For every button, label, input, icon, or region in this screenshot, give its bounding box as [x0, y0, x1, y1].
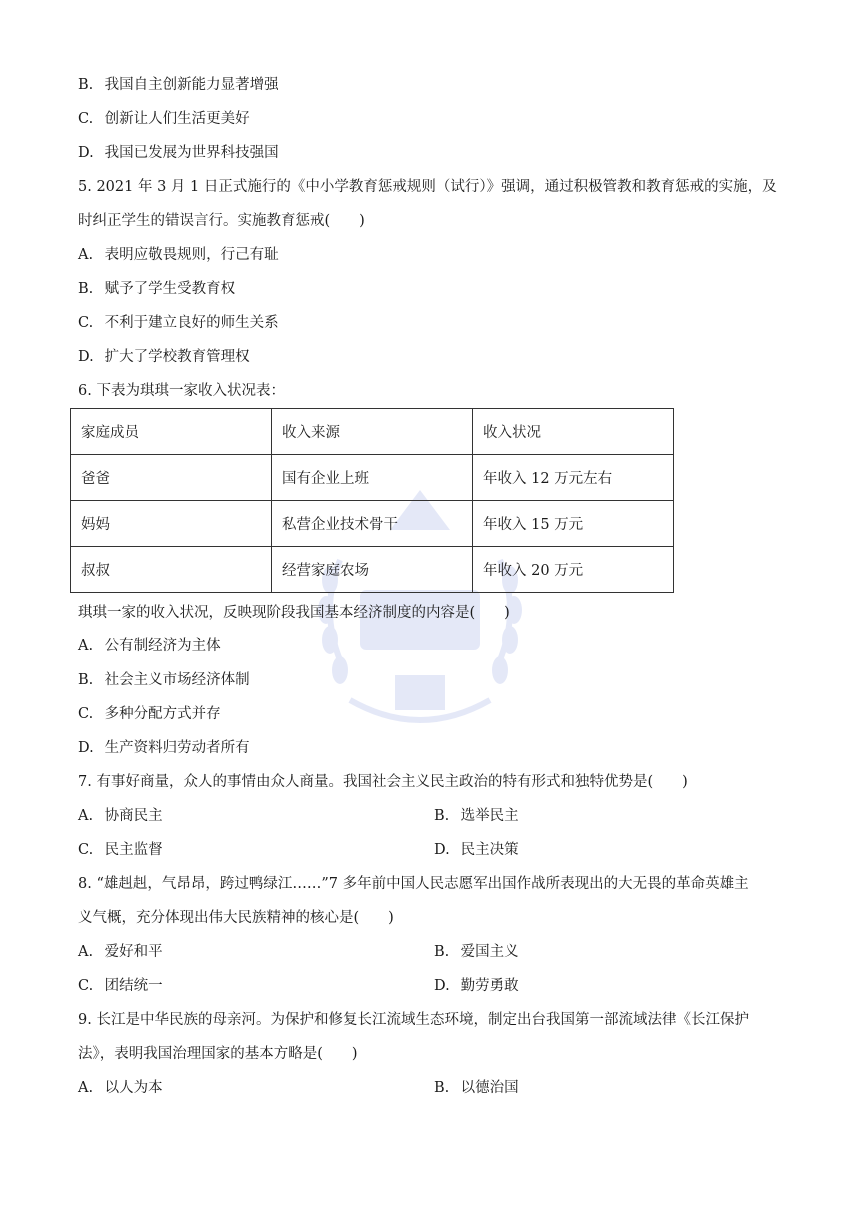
table-header-cell: 收入状况 [473, 409, 674, 455]
table-cell: 爸爸 [71, 455, 272, 501]
q7-option-b-text: 选举民主 [460, 808, 519, 824]
q7-option-b-letter: B. [434, 808, 450, 824]
q6-option-d-letter: D. [78, 740, 94, 756]
q4-option-d-letter: D. [78, 145, 94, 161]
q5-option-c-text: 不利于建立良好的师生关系 [104, 315, 279, 331]
income-table [70, 408, 674, 593]
q9-option-b [434, 1078, 519, 1098]
table-row [71, 501, 674, 547]
table-row [71, 455, 674, 501]
q8-stem-line2: 义气概，充分体现出伟大民族精神的核心是( ) [78, 910, 394, 926]
q4-option-c [78, 109, 250, 129]
q6-option-a-letter: A. [78, 638, 94, 654]
q9-option-a [78, 1078, 163, 1098]
q8-option-b-letter: B. [434, 944, 450, 960]
q7-option-a [78, 806, 163, 826]
q5-option-d [78, 347, 250, 367]
q6-intro: 6. 下表为琪琪一家收入状况表： [78, 383, 285, 399]
q6-option-a [78, 636, 221, 656]
q9-option-a-text: 以人为本 [104, 1080, 163, 1096]
q4-option-b [78, 75, 279, 95]
q8-option-d-text: 勤劳勇敢 [460, 978, 519, 994]
table-cell: 年收入 12 万元左右 [473, 455, 674, 501]
table-cell: 叔叔 [71, 547, 272, 593]
q5-option-b-letter: B. [78, 281, 94, 297]
q6-option-b-text: 社会主义市场经济体制 [104, 672, 250, 688]
q7-option-a-letter: A. [78, 808, 94, 824]
q5-option-a-letter: A. [78, 247, 94, 263]
table-cell: 妈妈 [71, 501, 272, 547]
q5-option-a-text: 表明应敬畏规则，行己有耻 [104, 247, 279, 263]
q6-option-c-text: 多种分配方式并存 [104, 706, 221, 722]
q8-option-c-letter: C. [78, 978, 94, 994]
q8-option-d [434, 976, 519, 996]
q5-option-c [78, 313, 279, 333]
q4-option-b-letter: B. [78, 77, 94, 93]
table-header-cell: 收入来源 [272, 409, 473, 455]
table-header-cell: 家庭成员 [71, 409, 272, 455]
table-header-row [71, 409, 674, 455]
q8-option-c [78, 976, 163, 996]
q7-option-a-text: 协商民主 [104, 808, 163, 824]
q8-option-b-text: 爱国主义 [460, 944, 519, 960]
q5-option-d-text: 扩大了学校教育管理权 [104, 349, 250, 365]
q8-option-c-text: 团结统一 [104, 978, 163, 994]
q4-option-c-text: 创新让人们生活更美好 [104, 111, 250, 127]
q8-option-b [434, 942, 519, 962]
table-cell: 私营企业技术骨干 [272, 501, 473, 547]
q7-option-b [434, 806, 519, 826]
q7-option-d-letter: D. [434, 842, 450, 858]
q5-option-a [78, 245, 279, 265]
q7-option-c-letter: C. [78, 842, 94, 858]
q7-stem: 7. 有事好商量，众人的事情由众人商量。我国社会主义民主政治的特有形式和独特优势是( ) [78, 774, 688, 790]
q4-option-d-text: 我国已发展为世界科技强国 [104, 145, 279, 161]
q8-option-a-text: 爱好和平 [104, 944, 163, 960]
q8-stem-line1: 8. “雄赳赳，气昂昂，跨过鸭绿江……”7 多年前中国人民志愿军出国作战所表现出的大无畏的革命英雄主 [78, 876, 749, 892]
q5-option-b [78, 279, 235, 299]
q9-option-b-text: 以德治国 [460, 1080, 519, 1096]
q4-option-d [78, 143, 279, 163]
q6-stem: 琪琪一家的收入状况，反映现阶段我国基本经济制度的内容是( ) [78, 605, 510, 621]
q9-option-a-letter: A. [78, 1080, 94, 1096]
q7-option-d [434, 840, 519, 860]
q5-stem-line2: 时纠正学生的错误言行。实施教育惩戒( ) [78, 213, 365, 229]
q5-option-d-letter: D. [78, 349, 94, 365]
q4-option-b-text: 我国自主创新能力显著增强 [104, 77, 279, 93]
q5-option-b-text: 赋予了学生受教育权 [104, 281, 236, 297]
q8-option-a [78, 942, 163, 962]
q6-option-a-text: 公有制经济为主体 [104, 638, 221, 654]
table-cell: 年收入 20 万元 [473, 547, 674, 593]
q6-option-b-letter: B. [78, 672, 94, 688]
table-cell: 经营家庭农场 [272, 547, 473, 593]
q8-option-a-letter: A. [78, 944, 94, 960]
q6-option-d-text: 生产资料归劳动者所有 [104, 740, 250, 756]
q6-option-d [78, 738, 250, 758]
table-row [71, 547, 674, 593]
q9-stem-line1: 9. 长江是中华民族的母亲河。为保护和修复长江流域生态环境，制定出台我国第一部流域法律《长江保护 [78, 1012, 749, 1028]
q5-stem-line1: 5. 2021 年 3 月 1 日正式施行的《中小学教育惩戒规则（试行）》强调，通过积极管教和教育惩戒的实施，及 [78, 179, 777, 195]
q9-option-b-letter: B. [434, 1080, 450, 1096]
q9-stem-line2: 法》，表明我国治理国家的基本方略是( ) [78, 1046, 358, 1062]
table-cell: 国有企业上班 [272, 455, 473, 501]
q7-option-c-text: 民主监督 [104, 842, 163, 858]
q8-option-d-letter: D. [434, 978, 450, 994]
table-cell: 年收入 15 万元 [473, 501, 674, 547]
q6-option-c-letter: C. [78, 706, 94, 722]
q4-option-c-letter: C. [78, 111, 94, 127]
q7-option-c [78, 840, 163, 860]
q6-option-c [78, 704, 221, 724]
q5-option-c-letter: C. [78, 315, 94, 331]
q7-option-d-text: 民主决策 [460, 842, 519, 858]
q6-option-b [78, 670, 250, 690]
